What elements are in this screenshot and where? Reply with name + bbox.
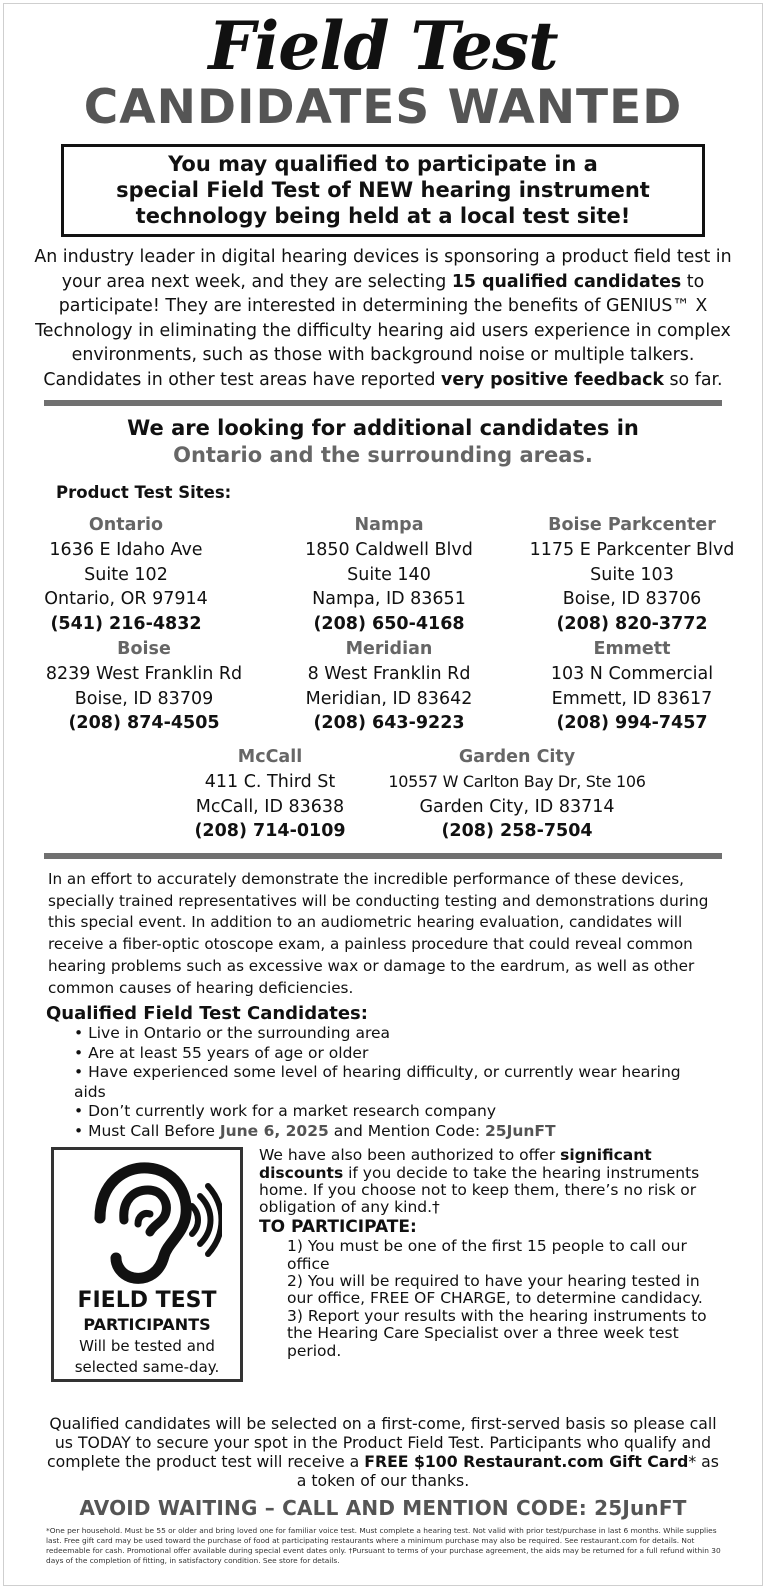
box-text-1: Will be tested and [79, 1337, 215, 1356]
site-address: 1850 Caldwell Blvd [305, 539, 473, 560]
intro-line-3: technology being held at a local test site! [135, 204, 631, 228]
list-item [74, 1122, 714, 1142]
ad-page [3, 3, 763, 1586]
discounts-pre: We have also been authorized to offer [259, 1146, 561, 1165]
site-phone: (208) 650-4168 [313, 614, 465, 635]
site-phone: (541) 216-4832 [50, 614, 202, 635]
selection-paragraph [44, 1414, 722, 1490]
mention-code: 25JunFT [485, 1121, 556, 1140]
site-emmett [510, 637, 754, 736]
list-item: • Don’t currently work for a market research company [74, 1102, 714, 1122]
participate-column [259, 1147, 729, 1360]
intro-line-2-pre: special Field Test of [116, 178, 359, 202]
site-city: Ontario, OR 97914 [44, 589, 208, 610]
site-phone: (208) 874-4505 [68, 713, 220, 734]
site-address: 8 West Franklin Rd [307, 663, 471, 684]
site-name: Meridian [345, 639, 433, 659]
discounts-bold: significant discounts [259, 1146, 652, 1182]
list-item: • Live in Ontario or the surrounding area [74, 1024, 714, 1044]
script-title: Field Test [208, 7, 558, 85]
site-name: Boise Parkcenter [548, 515, 716, 535]
site-phone: (208) 820-3772 [556, 614, 708, 635]
intro-line-1: You may qualified to participate in a [168, 152, 598, 176]
participants-box [51, 1147, 243, 1382]
qualified-list [74, 1024, 714, 1141]
site-phone: (208) 258-7504 [441, 821, 593, 842]
site-boise [26, 637, 262, 736]
step-1: 1) You must be one of the first 15 people to call our office [287, 1237, 687, 1273]
para1-part1: An industry leader in digital hearing devices is sponsoring a product field test in your area next week, and they are selecting [34, 247, 732, 292]
site-mccall [180, 745, 360, 844]
participate-steps [287, 1238, 729, 1360]
site-city: Emmett, ID 83617 [551, 688, 713, 709]
site-phone: (208) 714-0109 [194, 821, 346, 842]
site-city: Meridian, ID 83642 [305, 688, 473, 709]
para1-bold1: 15 qualified candidates [451, 271, 682, 292]
box-subtitle: PARTICIPANTS [83, 1315, 211, 1335]
ear-sound-icon [72, 1158, 222, 1284]
site-address: 411 C. Third St [204, 771, 336, 792]
deadline-pre: Must Call Before [88, 1121, 220, 1140]
intro-new-emphasis: NEW [358, 178, 414, 202]
intro-paragraph [34, 245, 732, 392]
fine-print: *One per household. Must be 55 or older and bring loved one for familiar voice test. Must complete a hearing test. Not valid with prior test/purchase in last 6 months. While supplies last. Free gift card may be used toward the purchase of food at participating restaurants where a minimum purchase may also be required. See restaurant.com for details. Not redeemable for cash. Promotional offer available during special event dates only. †Pursuant to terms of your purchase agreement, the aids may be returned for a full refund within 30 days of the completion of fitting, in satisfactory condition. See store for details. [46, 1526, 721, 1566]
looking-line-2: Ontario and the surrounding areas. [173, 443, 593, 467]
deadline-date: June 6, 2025 [219, 1121, 329, 1140]
site-suite: Suite 103 [590, 564, 674, 585]
site-boise-parkcenter [510, 513, 754, 637]
site-city: Garden City, ID 83714 [419, 796, 615, 817]
site-name: Nampa [354, 515, 424, 535]
site-address: 1175 E Parkcenter Blvd [529, 539, 735, 560]
sites-heading: Product Test Sites: [56, 483, 232, 502]
deadline-mid: and Mention Code: [328, 1121, 485, 1140]
divider-rule [44, 853, 722, 859]
main-headline: CANDIDATES WANTED [83, 80, 683, 135]
site-meridian [284, 637, 494, 736]
site-grid [4, 513, 762, 853]
site-address: 10557 W Carlton Bay Dr, Ste 106 [388, 771, 646, 791]
participate-heading: TO PARTICIPATE: [259, 1216, 417, 1237]
site-city: McCall, ID 83638 [195, 796, 345, 817]
lower-section [4, 1147, 762, 1407]
looking-heading [4, 415, 762, 469]
site-city: Nampa, ID 83651 [312, 589, 466, 610]
qualified-heading: Qualified Field Test Candidates: [46, 1003, 368, 1025]
gift-card-offer: FREE $100 Restaurant.com Gift Card [364, 1452, 689, 1472]
event-paragraph: In an effort to accurately demonstrate the incredible performance of these devices, specially trained representatives will be conducting testing and demonstrations during this special event. In addition to an audiometric hearing evaluation, candidates will receive a fiber-optic otoscope exam, a painless procedure that could reveal common hearing problems such as excessive wax or damage to the eardrum, as well as other common causes of hearing deficiencies. [48, 870, 709, 997]
para1-part2: to participate! They are interested in determining the benefits of GENIUS™ X Technology in eliminating the difficulty hearing aid users experience in complex environments, such as those with background noise or multiple talkers. Candidates in other test areas have reported [35, 271, 731, 390]
list-item: • Are at least 55 years of age or older [74, 1044, 714, 1064]
site-suite: Suite 102 [84, 564, 168, 585]
list-item: • Have experienced some level of hearing difficulty, or currently wear hearing aids [74, 1063, 714, 1102]
site-name: Emmett [593, 639, 671, 659]
intro-line-2 [70, 177, 696, 203]
selection-part2: * as a token of our thanks. [296, 1452, 719, 1491]
para1-part3: so far. [663, 369, 723, 390]
site-address: 8239 West Franklin Rd [45, 663, 243, 684]
step-2: 2) You will be required to have your hearing tested in our office, FREE OF CHARGE, to determine candidacy. [287, 1272, 703, 1308]
site-address: 1636 E Idaho Ave [49, 539, 203, 560]
site-name: Ontario [88, 515, 164, 535]
para1-bold2: very positive feedback [441, 369, 664, 390]
site-name: McCall [237, 747, 303, 767]
site-city: Boise, ID 83706 [562, 589, 702, 610]
discounts-paragraph [259, 1147, 729, 1217]
site-name: Boise [117, 639, 171, 659]
site-garden-city [374, 745, 660, 844]
site-city: Boise, ID 83709 [74, 688, 214, 709]
intro-line-2-post: hearing instrument [413, 178, 650, 202]
site-address: 103 N Commercial [550, 663, 714, 684]
discounts-post: if you decide to take the hearing instruments home. If you choose not to keep them, there’s no risk or obligation of any kind.† [259, 1163, 700, 1217]
step-3: 3) Report your results with the hearing instruments to the Hearing Care Specialist over a three week test period. [287, 1306, 707, 1360]
box-text-2: selected same-day. [74, 1358, 220, 1377]
selection-part1: Qualified candidates will be selected on a first-come, first-served basis so please call us TODAY to secure your spot in the Product Field Test. Participants who qualify and complete the product test will receive a [47, 1414, 717, 1472]
call-to-action: AVOID WAITING – CALL AND MENTION CODE: 25JunFT [79, 1496, 687, 1521]
box-title: FIELD TEST [77, 1288, 217, 1314]
site-phone: (208) 994-7457 [556, 713, 708, 734]
site-ontario [26, 513, 226, 637]
site-suite: Suite 140 [347, 564, 431, 585]
site-phone: (208) 643-9223 [313, 713, 465, 734]
site-name: Garden City [458, 747, 576, 767]
intro-box [61, 144, 705, 237]
looking-line-1: We are looking for additional candidates in [127, 416, 639, 440]
divider-rule [44, 400, 722, 406]
site-nampa [284, 513, 494, 637]
